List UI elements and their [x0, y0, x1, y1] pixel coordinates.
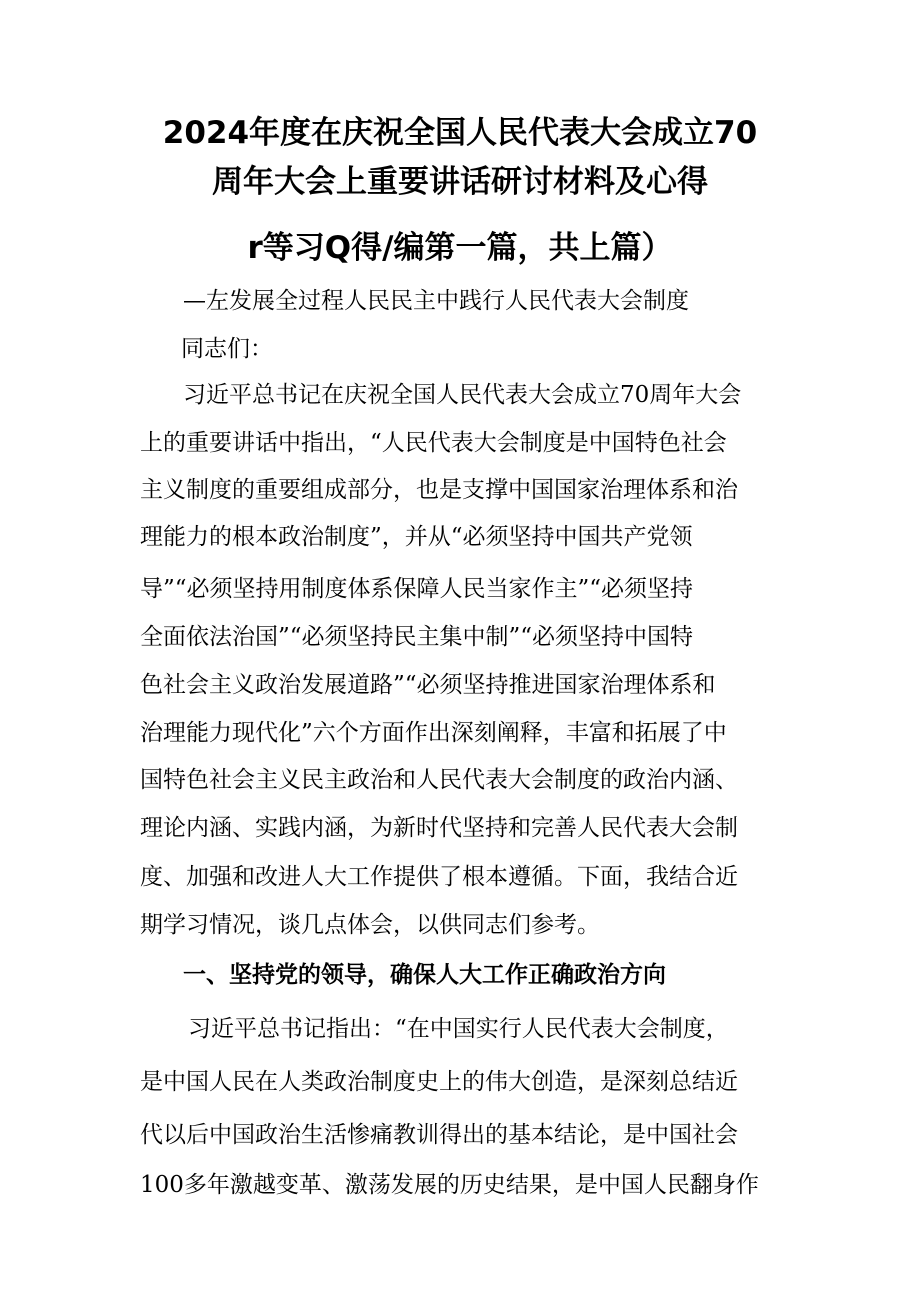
paragraph-line: 全面依法治国”“必须坚持民主集中制”“必须坚持中国特 — [140, 624, 694, 650]
paragraph-line: 理能力的根本政治制度”，并从“必须坚持中国共产党领 — [140, 524, 693, 550]
section-heading: 一、坚持党的领导，确保人大工作正确政治方向 — [183, 962, 666, 988]
title-line-1: 2024年度在庆祝全国人民代表大会成立70 — [162, 115, 758, 151]
paragraph-line: 习近平总书记在庆祝全国人民代表大会成立70周年大会 — [183, 382, 742, 408]
paragraph-line: 治理能力现代化”六个方面作出深刻阐释，丰富和拓展了中 — [140, 720, 727, 746]
paragraph-line: 导”“必须坚持用制度体系保障人民当家作主”“必须坚持 — [140, 576, 694, 602]
paragraph-line: 习近平总书记指出：“在中国实行人民代表大会制度， — [188, 1016, 729, 1042]
paragraph-line: 代以后中国政治生活惨痛教训得出的基本结论，是中国社会 — [140, 1122, 738, 1148]
paragraph-line: 度、加强和改进人大工作提供了根本遵循。下面，我结合近 — [140, 864, 738, 890]
paragraph-line: 上的重要讲话中指出，“人民代表大会制度是中国特色社会 — [140, 430, 727, 456]
paragraph-line: 主义制度的重要组成部分，也是支撑中国国家治理体系和治 — [140, 477, 738, 503]
paragraph-line: 是中国人民在人类政治制度史上的伟大创造，是深刻总结近 — [140, 1069, 738, 1095]
subtitle: —左发展全过程人民民主中践行人民代表大会制度 — [183, 288, 689, 314]
paragraph-line: 期学习情况，谈几点体会，以供同志们参考。 — [140, 912, 600, 938]
title-line-2: 周年大会上重要讲话研讨材料及心得 — [212, 164, 708, 200]
title-line-3: r等习Q得/编第一篇，共上篇） — [247, 230, 673, 266]
paragraph-line: 国特色社会主义民主政治和人民代表大会制度的政治内涵、 — [140, 767, 738, 793]
greeting: 同志们： — [181, 336, 273, 362]
paragraph-line: 色社会主义政治发展道路”“必须坚持推进国家治理体系和 — [140, 672, 716, 698]
paragraph-line: 理论内涵、实践内涵，为新时代坚持和完善人民代表大会制 — [140, 815, 738, 841]
paragraph-line: 100多年激越变革、激荡发展的历史结果，是中国人民翻身作 — [140, 1172, 759, 1198]
